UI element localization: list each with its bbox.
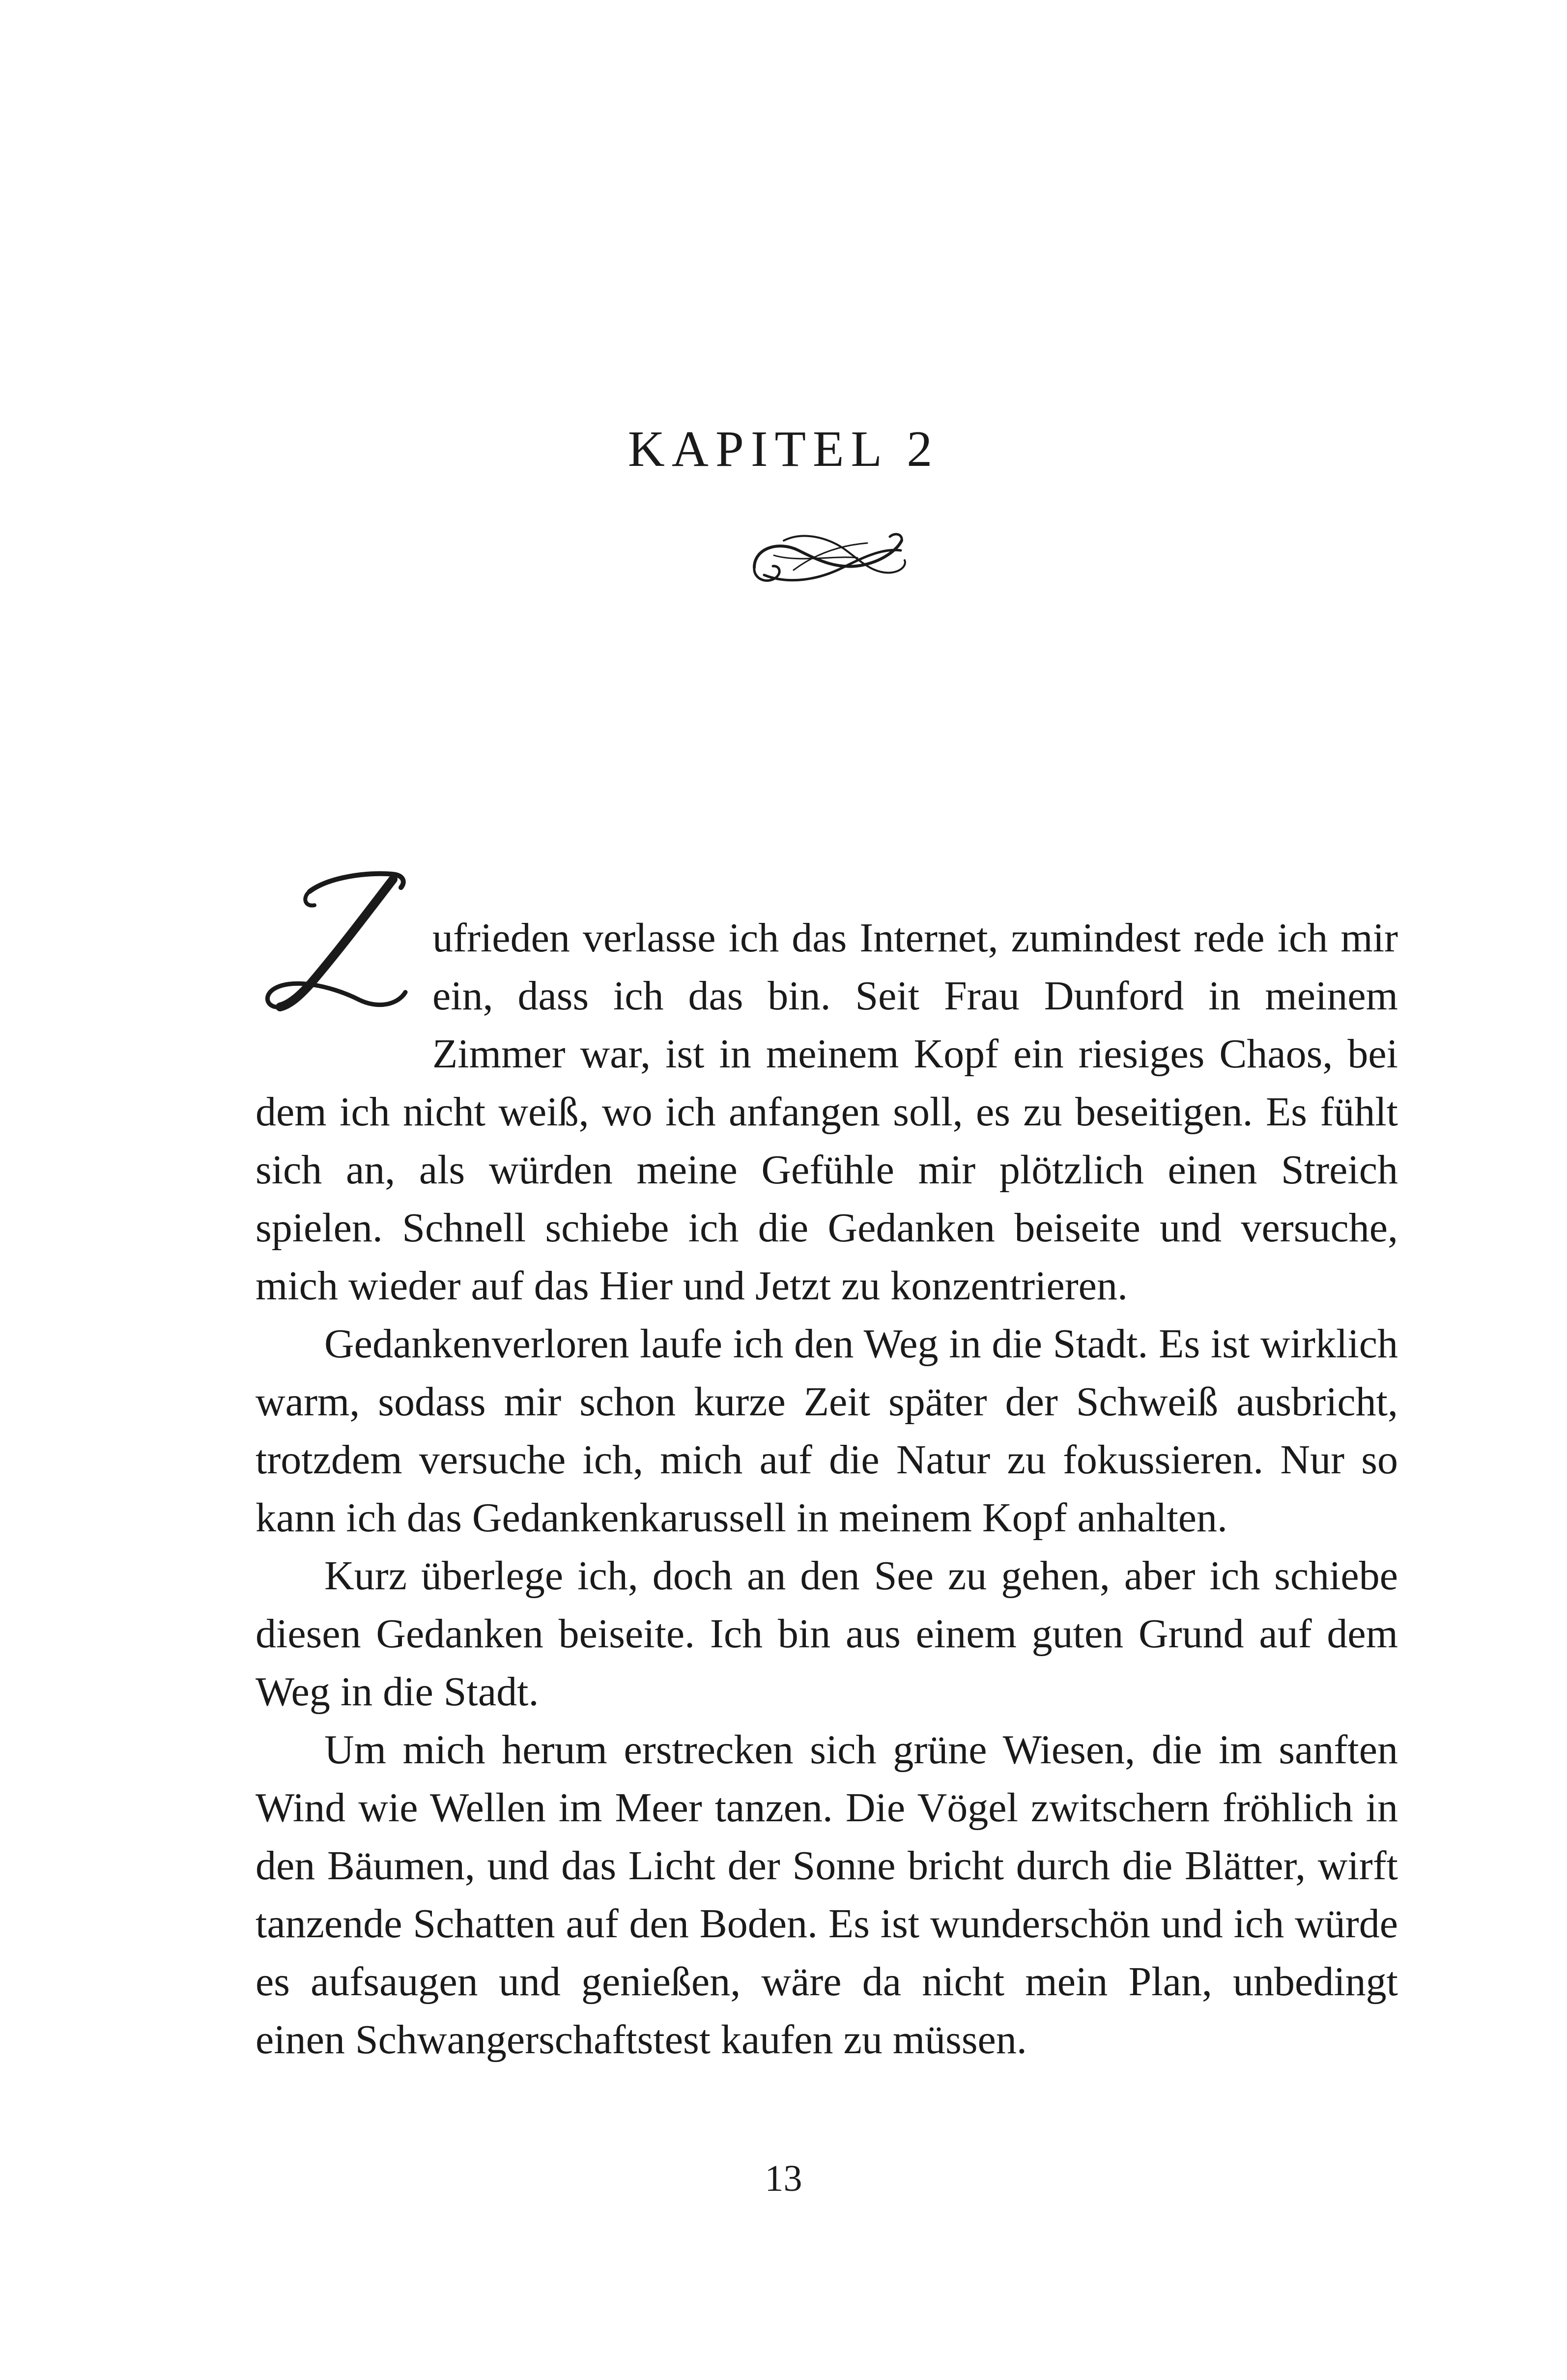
paragraph-3: Kurz überlege ich, doch an den See zu gehen, aber ich schiebe diesen Gedanken beiseite. Ich bin aus einem guten Grund auf dem Weg in die Stadt. (256, 1553, 1398, 1715)
paragraph-2: Gedankenverloren laufe ich den Weg in die Stadt. Es ist wirklich warm, sodass mir schon kurze Zeit später der Schweiß ausbricht, trotzdem versuche ich, mich auf die Natur zu fokussieren. Nur so kann ich das Gedankenkarussell in meinem Kopf anhalten. (256, 1321, 1398, 1541)
decorative-z-initial-icon (256, 857, 423, 1034)
page-number: 13 (765, 2158, 802, 2199)
chapter-body (256, 909, 1398, 2069)
flourish-ornament-icon (744, 521, 912, 595)
paragraph-1-text: ufrieden verlasse ich das Internet, zumindest rede ich mir ein, dass ich das bin. Seit Frau Dunford in meinem Zimmer war, ist in meinem Kopf ein riesiges Chaos, bei dem ich nicht weiß, wo ich anfangen soll, es zu beseitigen. Es fühlt sich an, als würden meine Gefühle mir plötzlich einen Streich spielen. Schnell schiebe ich die Gedanken beiseite und versuche, mich wieder auf das Hier und Jetzt zu konzentrieren. (256, 915, 1398, 1309)
paragraph-4: Um mich herum erstrecken sich grüne Wiesen, die im sanften Wind wie Wellen im Meer tanzen. Die Vögel zwitschern fröhlich in den Bäumen, und das Licht der Sonne bricht durch die Blätter, wirft tanzende Schatten auf den Boden. Es ist wunderschön und ich würde es aufsaugen und genießen, wäre da nicht mein Plan, unbedingt einen Schwangerschaftstest kaufen zu müssen. (256, 1727, 1398, 2063)
paragraph-1 (256, 909, 1398, 1315)
dropcap (256, 916, 423, 1032)
chapter-heading: KAPITEL 2 (627, 421, 940, 477)
